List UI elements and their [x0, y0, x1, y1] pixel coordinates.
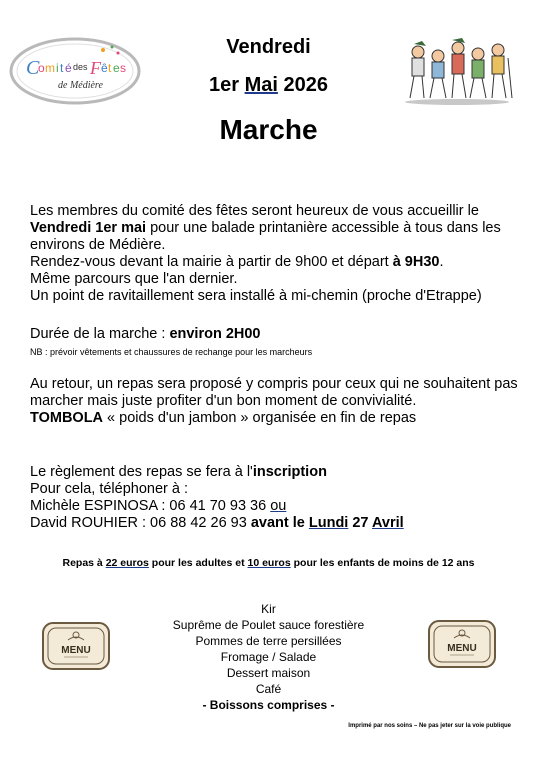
inscription-text-a: Le règlement des repas se fera à l'	[30, 464, 253, 480]
svg-text:F: F	[90, 58, 101, 78]
intro-paragraph	[30, 203, 520, 305]
retour-block	[30, 376, 520, 427]
deadline-month: Avril	[372, 515, 404, 531]
tombola-label: TOMBOLA	[30, 410, 104, 426]
svg-text:i: i	[56, 61, 59, 75]
svg-text:de Médière: de Médière	[58, 80, 103, 91]
refreshment-text: Un point de ravitaillement sera installé à mi-chemin (proche d'Etrappe)	[30, 288, 482, 304]
menu-item: Dessert maison	[226, 666, 311, 680]
route-text: Même parcours que l'an dernier.	[30, 271, 238, 287]
contact-2-name: David ROUHIER	[30, 515, 142, 531]
contact-1: Michèle ESPINOSA : 06 41 70 93 36	[30, 498, 271, 514]
duration-label: Durée de la marche :	[30, 326, 170, 342]
price-text-a: Repas à	[62, 557, 106, 569]
svg-text:t: t	[60, 61, 64, 75]
svg-text:e: e	[113, 61, 120, 75]
svg-text:s: s	[120, 61, 126, 75]
contact-2-phone: : 06 88 42 26 93	[142, 515, 251, 531]
print-footer: Imprimé par nos soins – Ne pas jeter sur la voie publique	[348, 723, 511, 729]
menu-item: Kir	[261, 602, 276, 616]
price-text-c: pour les adultes et	[148, 557, 248, 569]
price-line	[0, 557, 537, 569]
svg-text:C: C	[26, 57, 40, 79]
date-year: 2026	[277, 74, 328, 96]
menu-drinks: - Boissons comprises -	[202, 698, 335, 712]
svg-text:t: t	[108, 61, 112, 75]
deadline-num: 27	[348, 515, 372, 531]
meeting-text-a: Rendez-vous devant la mairie à partir de 9h00 et départ	[30, 254, 393, 270]
svg-text:ê: ê	[101, 61, 108, 75]
intro-text-c: pour une balade printanière accessible à tous dans les environs de Médière.	[30, 220, 501, 253]
duration-block	[30, 326, 520, 361]
svg-text:m: m	[45, 61, 55, 75]
menu-list	[0, 601, 537, 713]
event-date	[0, 74, 537, 97]
event-title: Marche	[219, 114, 318, 145]
inscription-block	[30, 464, 520, 532]
event-day: Vendredi	[226, 36, 311, 58]
menu-item: Pommes de terre persillées	[195, 634, 342, 648]
deadline-day: Lundi	[308, 515, 349, 531]
date-month: Mai	[244, 74, 278, 96]
inscription-bold: inscription	[252, 464, 327, 480]
svg-text:o: o	[38, 61, 45, 75]
price-child: 10 euros	[247, 557, 291, 569]
menu-badge-left-label: MENU	[61, 645, 91, 656]
svg-text:des: des	[73, 62, 88, 72]
duration-value: environ 2H00	[169, 326, 261, 342]
deadline-prefix: avant le	[250, 515, 309, 531]
contact-1-or: ou	[270, 498, 287, 514]
date-prefix: 1er	[209, 74, 245, 96]
nb-note: NB : prévoir vêtements et chaussures de rechange pour les marcheurs	[30, 347, 313, 357]
svg-text:é: é	[65, 61, 72, 75]
meeting-time-bold: à 9H30	[392, 254, 440, 270]
menu-item: Café	[255, 682, 282, 696]
menu-item: Fromage / Salade	[220, 650, 317, 664]
price-adult: 22 euros	[105, 557, 149, 569]
menu-item: Suprême de Poulet sauce forestière	[172, 618, 365, 632]
intro-text-a: Les membres du comité des fêtes seront heureux de vous accueillir le	[30, 203, 479, 219]
meeting-text-c: .	[439, 254, 444, 270]
intro-date-bold: Vendredi 1er mai	[30, 220, 147, 236]
tombola-text: « poids d'un jambon » organisée en fin de repas	[103, 410, 417, 426]
call-text: Pour cela, téléphoner à :	[30, 481, 188, 497]
price-text-e: pour les enfants de moins de 12 ans	[290, 557, 475, 569]
retour-text: Au retour, un repas sera proposé y compris pour ceux qui ne souhaitent pas marcher mais juste profiter d'un bon moment de convivialité.	[30, 376, 518, 409]
menu-badge-right-label: MENU	[447, 643, 477, 654]
